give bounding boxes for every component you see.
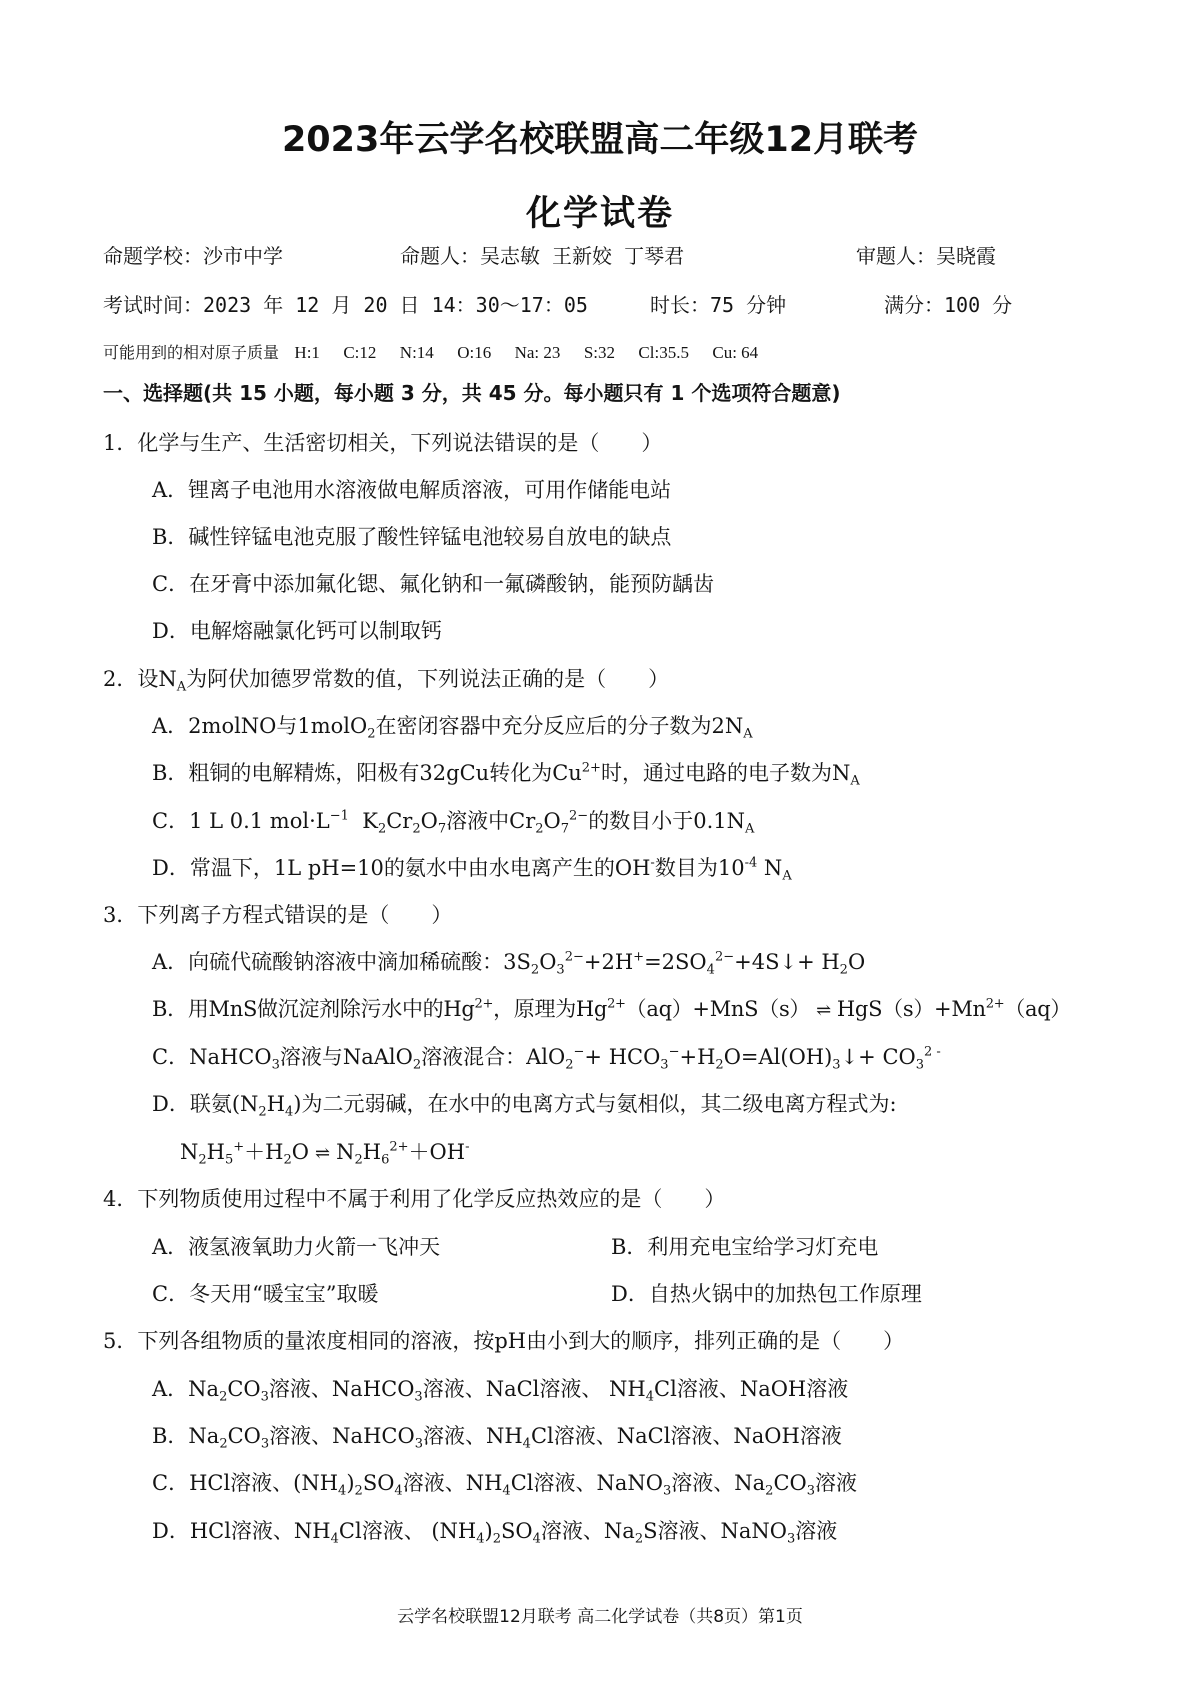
q1-option-c: C．在牙膏中添加氟化锶、氟化钠和一氟磷酸钠，能预防龋齿 [152, 572, 715, 596]
q1-option-b: B．碱性锌锰电池克服了酸性锌锰电池较易自放电的缺点 [152, 525, 672, 549]
atomic-masses [103, 340, 776, 363]
exam-time: 考试时间：2023 年 12 月 20 日 14：30～17：05 [103, 293, 588, 317]
q5-option-a: A．$Na_2CO_3$溶液、NaHCO$_3$溶液、NaCl溶液、 $NH_4Cl$溶液、NaOH溶液 [152, 1377, 849, 1405]
page-footer: 云学名校联盟12月联考 高二化学试卷（共8页）第1页 [397, 1607, 803, 1627]
q3-option-b: B．用MnS做沉淀剂除污水中的$Hg^{2+}$，原理为$Hg^{2+}(aq)+MnS(s)$ ⇌ $HgS(s)+Mn^{2+}(aq)$ [152, 996, 1072, 1021]
atomic-mass: Na: 23 [514, 343, 561, 362]
exam-title: 2023年云学名校联盟高二年级12月联考 [281, 120, 919, 160]
question-4-stem: 4．下列物质使用过程中不属于利用了化学反应热效应的是（ ） [103, 1187, 726, 1211]
atomic-masses-label: 可能用到的相对原子质量 [103, 343, 280, 362]
atomic-mass: H:1 [294, 343, 320, 362]
setters: 命题人：吴志敏 王新姣 丁琴君 [400, 244, 685, 268]
question-3-stem: 3．下列离子方程式错误的是（ ） [103, 903, 453, 927]
atomic-mass: O:16 [457, 343, 492, 362]
equilibrium-arrow-icon: ⇌ [816, 1000, 831, 1021]
q3-option-c: C．NaHCO$_3$溶液与NaAlO$_2$溶液混合：$AlO_2^-+ HCO_3^-+H_2O=Al(OH)_3↓+ CO_3^{2 -}$ [152, 1044, 941, 1073]
atomic-mass: C:12 [343, 343, 377, 362]
q4-option-c: C．冬天用“暖宝宝”取暖 [152, 1282, 379, 1306]
exam-duration: 时长：75 分钟 [650, 293, 787, 317]
exam-subtitle: 化学试卷 [525, 194, 674, 234]
equilibrium-arrow-icon: ⇌ [315, 1143, 331, 1164]
atomic-mass: Cl:35.5 [638, 343, 689, 362]
q2-option-d: D．常温下，1L pH=10的氨水中由水电离产生的OH-数目为$10^{-4}$ $N_A$ [152, 855, 792, 884]
question-1-stem: 1．化学与生产、生活密切相关，下列说法错误的是（ ） [103, 431, 663, 455]
q3-option-d: D．联氨$(N_2H_4)$为二元弱碱，在水中的电离方式与氨相似，其二级电离方程式为: [152, 1092, 897, 1120]
question-5-stem: 5．下列各组物质的量浓度相同的溶液，按pH由小到大的顺序，排列正确的是（ ） [103, 1329, 905, 1353]
section-heading: 一、选择题(共 15 小题，每小题 3 分，共 45 分。每小题只有 1 个选项符合题意) [103, 381, 841, 405]
q2-option-c: C．1 L 0.1 $mol\cdot L^{-1}$ $K_2Cr_2O_7$溶液中$Cr_2O_7^{2-}$的数目小于$0.1N_A$ [152, 808, 755, 837]
q3-option-a: A．向硫代硫酸钠溶液中滴加稀硫酸：$3S_2O_3^{2-}+2H^+=2SO_4^{2-}+4S↓+ H_2O$ [152, 949, 866, 978]
question-2-stem: 2．设$N_A$为阿伏加德罗常数的值，下列说法正确的是（ ） [103, 667, 670, 695]
q4-option-b: B．利用充电宝给学习灯充电 [611, 1235, 879, 1259]
atomic-mass: N:14 [399, 343, 434, 362]
full-score: 满分：100 分 [884, 293, 1013, 317]
q2-option-b: B．粗铜的电解精炼，阳极有32gCu转化为$Cu^{2+}$时，通过电路的电子数为$N_A$ [152, 760, 860, 789]
atomic-mass: Cu: 64 [712, 343, 759, 362]
q4-option-d: D．自热火锅中的加热包工作原理 [611, 1282, 922, 1306]
q5-option-d: D．HCl溶液、$NH_4Cl$溶液、 $(NH_4)_2SO_4$溶液、$Na_2S$溶液、NaNO$_3$溶液 [152, 1519, 838, 1547]
q2-option-a: A．2molNO与1molO$_2$在密闭容器中充分反应后的分子数为$2N_A$ [152, 714, 753, 742]
q1-option-d: D．电解熔融氯化钙可以制取钙 [152, 619, 442, 643]
reviewer: 审题人：吴晓霞 [856, 244, 996, 268]
q5-option-b: B．$Na_2CO_3$溶液、NaHCO$_3$溶液、$NH_4Cl$溶液、NaCl溶液、NaOH溶液 [152, 1424, 842, 1452]
setter-school: 命题学校：沙市中学 [103, 244, 283, 268]
q4-option-a: A．液氢液氧助力火箭一飞冲天 [152, 1235, 441, 1259]
atomic-mass: S:32 [583, 343, 615, 362]
q3-equation: $N_2H_5^++H_2O$ ⇌ $N_2H_6^{2+}+OH^-$ [180, 1139, 470, 1168]
q5-option-c: C．HCl溶液、$(NH_4)_2SO_4$溶液、$NH_4Cl$溶液、NaNO$_3$溶液、$Na_2CO_3$溶液 [152, 1471, 858, 1499]
q1-option-a: A．锂离子电池用水溶液做电解质溶液，可用作储能电站 [152, 478, 672, 502]
